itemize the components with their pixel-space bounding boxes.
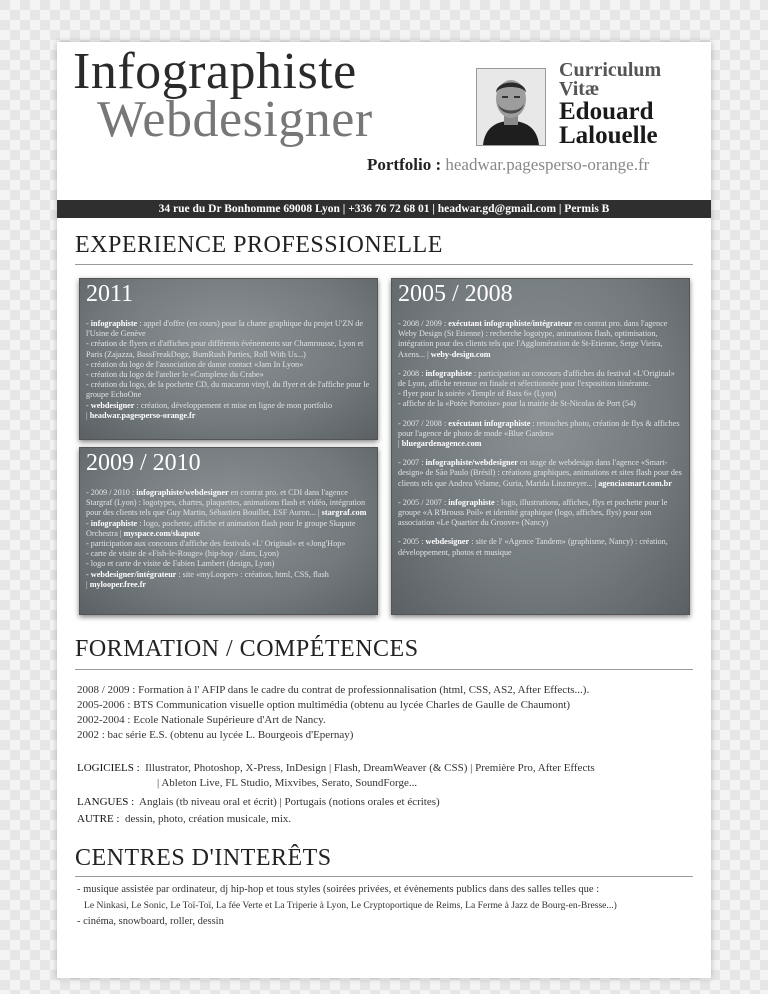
formation-line: 2002-2004 : Ecole Nationale Supérieure d'Art de Nancy. [77,714,326,726]
last-name: Lalouelle [559,122,658,149]
cv-page [57,42,711,978]
logiciels-value: Illustrator, Photoshop, X-Press, InDesign | Flash, DreamWeaver (& CSS) | Première Pro, After Effects [145,762,595,774]
logiciels-label: LOGICIELS : [77,762,140,774]
entry: - création de flyers et d'affiches pour différents événements sur Chamrousse, Lyon et Paris (Zajazza, BassFreakDogz, BumRush Parties, Roll With Us...) [86,339,364,359]
formation-divider [75,669,693,670]
entry: - carte de visite de «Fish-le-Rouge» (hip-hop / slam, Lyon) [86,549,279,559]
experience-divider [75,264,693,265]
langues-row [77,795,440,810]
formation-heading: FORMATION / COMPÉTENCES [75,636,419,662]
box-text [86,488,371,590]
first-name: Edouard [559,98,654,125]
link-portfolio[interactable]: headwar.pagesperso-orange.fr [89,410,196,420]
autre-value: dessin, photo, création musicale, mix. [124,813,292,825]
entry: | mylooper.free.fr [86,579,147,589]
experience-heading: EXPERIENCE PROFESSIONELLE [75,232,443,258]
vitae-label: Vitæ [559,78,600,100]
autre-row [77,812,291,827]
entry: - 2007 / 2008 : exécutant infographiste : retouches photo, création de flys & affiches pour l'agence de photo de mode «Blue Garden» [398,418,680,438]
entry: - 2008 / 2009 : exécutant infographiste/intégrateur en contrat pro. dans l'agence Weby Design (St Etienne) : recherche logotype, animations flash, optimisation, intégration pour des clients tels que l'Agglomération de St-Etienne, Serge Vieira, Axens... | weby-design.com [398,319,668,359]
entry: - logo et carte de visite de Fabien Lambert (design, Lyon) [86,559,275,569]
portfolio-label: Portfolio : [367,155,442,174]
entry: - webdesigner/intégrateur : site «myLooper» : création, html, CSS, flash [86,569,329,579]
box-year: 2005 / 2008 [398,281,513,307]
portfolio-line [367,155,649,175]
autre-label: AUTRE : [77,813,120,825]
interest-line-2: Le Ninkasi, Le Sonic, Le Toï-Toï, La fée Verte et La Triperie à Lyon, Le Cryptoportique de Reims, La Ferme à Jazz de Bourg-en-Bresse...) [84,900,617,911]
box-year: 2011 [86,281,134,307]
entry: - infographiste : appel d'offre (en cours) pour la charte graphique du projet U'ZN de l'Usine de Genève [86,319,364,339]
entry: - création du logo de l'atelier le «Complexe du Crabe» [86,370,264,380]
experience-box-2011 [79,278,378,440]
link-stargraf[interactable]: stargraf.com [321,508,367,518]
link-mylooper[interactable]: mylooper.free.fr [89,579,147,589]
entry: - 2005 / 2007 : infographiste : logo, illustrations, affiches, flys et pochette pour le groupe «A R'Brouss Poil» et identité graphique (logo, affiches, flys) pour son association «Le Quartier du Groove» (Nancy) [398,497,668,528]
box-text [398,319,683,558]
langues-value: Anglais (tb niveau oral et écrit) | Portugais (notions orales et écrites) [139,796,440,808]
experience-box-2005-2008 [391,278,690,615]
entry: - 2008 : infographiste : participation au concours d'affiches du festival «L'Original» de Lyon, affiche retenue en finale et sélectionnée pour l'exposition itinérante. [398,368,675,389]
entry: - création du logo de l'association de danse contact «Jam In Lyon» [86,359,304,369]
entry: - 2005 : webdesigner : site de l' «Agence Tandem» (graphisme, Nancy) : création, développement, photos et musique [398,537,668,557]
link-weby-design[interactable]: weby-design.com [430,349,491,359]
formation-line: 2002 : bac série E.S. (obtenu au lycée L. Bourgeois d'Epernay) [77,729,354,741]
cv-label: Curriculum [559,59,662,81]
logiciels-row [77,761,595,776]
entry: - participation aux concours d'affiche des festivals «L' Original» et «Jong'Hop» [86,539,346,549]
title-webdesigner: Webdesigner [97,91,373,148]
portrait-photo [476,68,546,146]
link-skapute[interactable]: myspace.com/skapute [123,528,200,538]
experience-box-2009-2010 [79,447,378,615]
entry: - infographiste : logo, pochette, affiche et animation flash pour le groupe Skapute Orchestra | myspace.com/skapute [86,518,356,538]
entry: - 2009 / 2010 : infographiste/webdesigner en contrat pro. et CDI dans l'agence Stargraf (Lyon) : logotypes, chartes, plaquettes, animations flash et vidéo, intégration pour des clients tels que Guy Martin, Sébastien Bouillet, ESF Auron... | stargraf.com [86,488,367,518]
box-year: 2009 / 2010 [86,450,201,476]
formation-line: 2005-2006 : BTS Communication visuelle option multimédia (obtenu au lycée Charles de Gaulle de Chaumont) [77,699,571,711]
formation-line: 2008 / 2009 : Formation à l' AFIP dans le cadre du contrat de professionnalisation (html, CSS, AS2, After Effects...). [77,684,590,696]
interest-line-3: - cinéma, snowboard, roller, dessin [77,916,224,927]
interests-heading: CENTRES D'INTERÊTS [75,845,332,871]
box-text [86,319,371,421]
title-infographiste: Infographiste [73,43,357,100]
entry: - webdesigner : création, développement et mise en ligne de mon portfolio [86,400,333,410]
formation-list [77,683,589,743]
interests-divider [75,876,693,877]
entry: | bluegardenagence.com [398,439,482,449]
portfolio-link[interactable]: headwar.pagesperso-orange.fr [445,155,650,174]
link-agenciasmart[interactable]: agenciasmart.com.br [598,478,672,488]
entry: - création du logo, de la pochette CD, du macaron vinyl, du flyer et de l'affiche pour le groupe EchoOne [86,380,370,400]
entry: - flyer pour la soirée «Temple of Bass 6» (Lyon) [398,389,557,399]
interest-line-1: - musique assistée par ordinateur, dj hip-hop et tous styles (soirées privées, et évènements publics dans des salles telles que : [77,884,600,895]
langues-label: LANGUES : [77,796,135,808]
contact-bar: 34 rue du Dr Bonhomme 69008 Lyon | +336 76 72 68 01 | headwar.gd@gmail.com | Permis B [57,200,711,218]
entry: | headwar.pagesperso-orange.fr [86,410,196,420]
entry: - 2007 : infographiste/webdesigner en stage de webdesign dans l'agence «Smart-design» de São Paulo (Brésil) : créations graphiques, animations et sites flash pour des clients tels que Andrea Velame, Guria, Marida Linzmeyer... | agenciasmart.com.br [398,458,682,488]
logiciels-value-2: | Ableton Live, FL Studio, Mixvibes, Serato, SoundForge... [157,777,418,789]
link-bluegarden[interactable]: bluegardenagence.com [401,439,482,449]
entry: - affiche de la «Potée Portoise» pour la mairie de St-Nicolas de Port (54) [398,399,636,409]
